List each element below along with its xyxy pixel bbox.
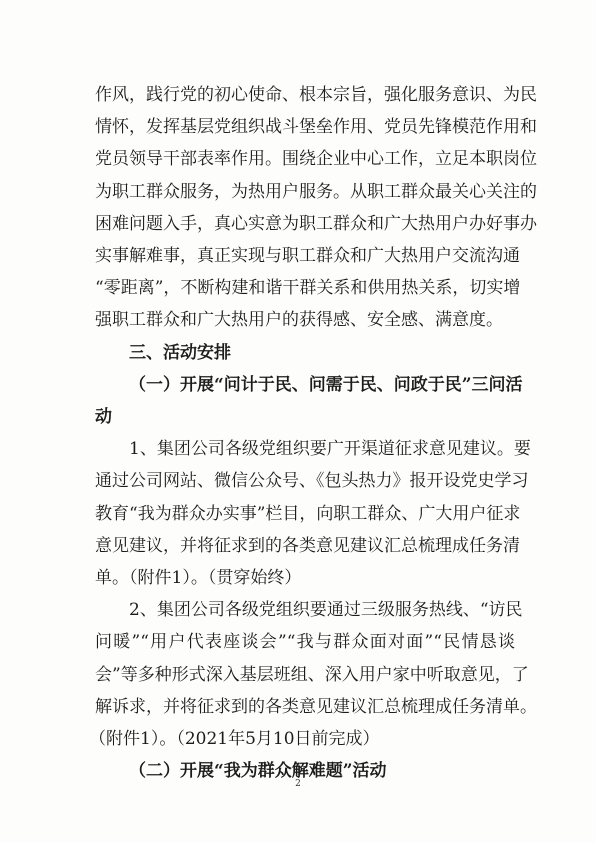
body-text-line: 1、集团公司各级党组织要广开渠道征求意见建议。要: [129, 439, 531, 460]
body-text-line: 困难问题入手，真心实意为职工群众和广大热用户办好事办: [95, 213, 537, 234]
subsection-heading: （二）开展“我为群众解难题”活动: [129, 761, 387, 782]
section-heading: 三、活动安排: [129, 342, 231, 363]
body-text-line: “零距离”，不断构建和谐干群关系和供用热关系，切实增: [95, 278, 521, 299]
body-text-line: 问暖”“用户代表座谈会”“我与群众面对面”“民情恳谈: [95, 632, 515, 653]
body-text-line: 情怀，发挥基层党组织战斗堡垒作用、党员先锋模范作用和: [95, 117, 537, 138]
subsection-heading-continuation: 动: [95, 407, 112, 427]
body-text-line: 2、集团公司各级党组织要通过三级服务热线、“访民: [129, 600, 523, 621]
body-text-line: 通过公司网站、微信公众号、《包头热力》报开设党史学习: [95, 471, 529, 492]
body-text-line: 会”等多种形式深入基层班组、深入用户家中听取意见，了: [95, 664, 529, 685]
body-text-line: （附件1）。（2021年5月10日前完成）: [89, 729, 380, 749]
body-text-line: 作风，践行党的初心使命、根本宗旨，强化服务意识、为民: [95, 85, 537, 105]
body-text-line: 党员领导干部表率作用。围绕企业中心工作，立足本职岗位: [95, 149, 537, 170]
body-text-line: 解诉求，并将征求到的各类意见建议汇总梳理成任务清单。: [95, 696, 537, 717]
body-text-line: 教育“我为群众办实事”栏目，向职工群众、广大用户征求: [95, 503, 521, 524]
body-text-line: 强职工群众和广大热用户的获得感、安全感、满意度。: [95, 310, 503, 331]
subsection-heading: （一）开展“问计于民、问需于民、问政于民”三问活: [129, 374, 523, 395]
body-text-line: 为职工群众服务，为热用户服务。从职工群众最关心关注的: [95, 181, 537, 202]
page-number: 2: [295, 779, 301, 789]
body-text-line: 实事解难事，真正实现与职工群众和广大热用户交流沟通: [95, 246, 520, 266]
body-text-line: 意见建议，并将征求到的各类意见建议汇总梳理成任务清: [95, 535, 520, 556]
body-text-line: 单。（附件1）。（贯穿始终）: [95, 568, 302, 588]
